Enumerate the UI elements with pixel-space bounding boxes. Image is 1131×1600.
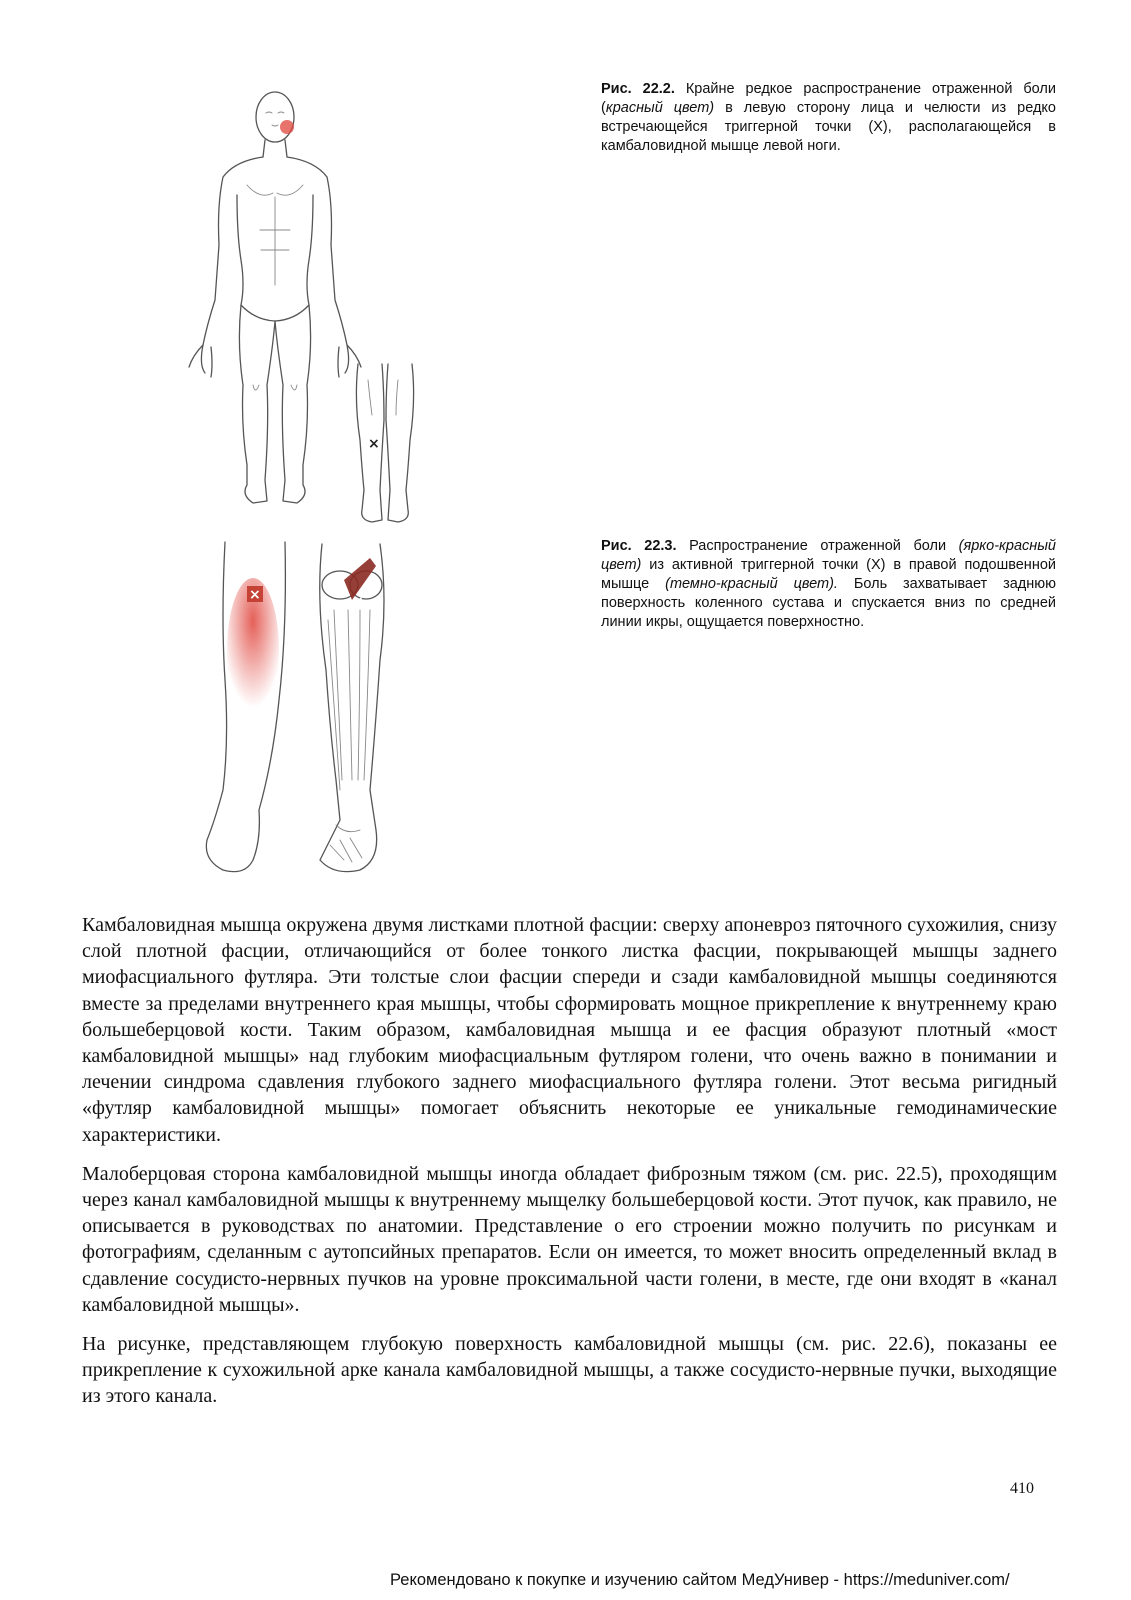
figure-22-3-text-1: Распространение отраженной боли (676, 538, 959, 554)
figure-22-2-legs-back-illustration (350, 360, 420, 530)
page-number: 410 (1010, 1480, 1034, 1497)
referred-pain-face (280, 120, 294, 134)
figure-22-3-label: Рис. 22.3. (601, 538, 677, 554)
figure-22-3-leg-pain-illustration (195, 540, 300, 900)
trigger-point-x-marker: × (352, 594, 364, 610)
figure-22-2-text-2: в левую сторону лица и челюсти из редко встречающейся триггерной точки (X), располагающейся в камбаловидной мышце левой ноги. (601, 100, 1056, 154)
figure-22-3-text-3: Боль захватывает заднюю поверхность коленного сустава и спускается вниз по средней линии икры, ощущается поверхностно. (601, 576, 1056, 630)
figure-22-2-text-italic: красный цвет) (605, 100, 715, 116)
trigger-point-x-marker: × (368, 436, 380, 452)
figure-22-3-text-italic-2: (темно-красный цвет). (665, 576, 838, 592)
paragraph: Камбаловидная мышца окружена двумя листками плотной фасции: сверху апоневроз пяточного сухожилия, снизу слой плотной фасции, отличающийся от более тонкого листка фасции, покрывающей мышцы заднего миофасциального футляра. Эти толстые слои фасции спереди и сзади камбаловидной мышцы соединяются вместе за пределами внутреннего края мышцы, чтобы сформировать мощное прикрепление к внутреннему краю большеберцовой кости. Таким образом, камбаловидная мышца и ее фасция образуют плотный «мост камбаловидной мышцы» над глубоким миофасциальным футляром голени, что очень важно в понимании и лечении синдрома сдавления глубокого заднего миофасциального футляра голени. Этот весьма ригидный «футляр камбаловидной мышцы» помогает объяснить некоторые ее уникальные гемодинамические характеристики. (82, 914, 1057, 1146)
figure-22-2-label: Рис. 22.2. (601, 81, 675, 97)
figure-22-3-text-italic-1: (ярко-красный цвет) (601, 538, 1056, 573)
body-text (82, 912, 1057, 1423)
figure-22-3-caption (601, 537, 1056, 632)
paragraph: Малоберцовая сторона камбаловидной мышцы иногда обладает фиброзным тяжом (см. рис. 22.5), проходящим через канал камбаловидной мышцы к внутреннему мыщелку большеберцовой кости. Этот пучок, как правило, не описывается в руководствах по анатомии. Представление о его строении можно получить по рисункам и фотографиям, сделанным с аутопсийных препаратов. Если он имеется, то может вносить определенный вклад в сдавление сосудисто-нервных пучков на уровне проксимальной части голени, в месте, где они входят в «канал камбаловидной мышцы». (82, 1162, 1057, 1316)
figure-22-2-text-1: Крайне редкое распространение отраженной боли ( (601, 81, 1056, 116)
paragraph: На рисунке, представляющем глубокую поверхность камбаловидной мышцы (см. рис. 22.6), показаны ее прикрепление к сухожильной арке канала камбаловидной мышцы, а также сосудисто-нервные пучки, выходящие из этого канала. (82, 1333, 1057, 1408)
figure-22-2-caption (601, 80, 1056, 156)
figure-22-3-leg-anatomy-illustration (300, 540, 400, 885)
figure-22-3-text-2: из активной триггерной точки (X) в правой подошвенной мышце (601, 557, 1056, 592)
footer-link[interactable]: Рекомендовано к покупке и изучению сайтом МедУнивер - https://meduniver.com/ (390, 1571, 1010, 1589)
trigger-point-x-marker: × (249, 587, 261, 603)
figure-22-2-body-illustration (175, 85, 375, 525)
